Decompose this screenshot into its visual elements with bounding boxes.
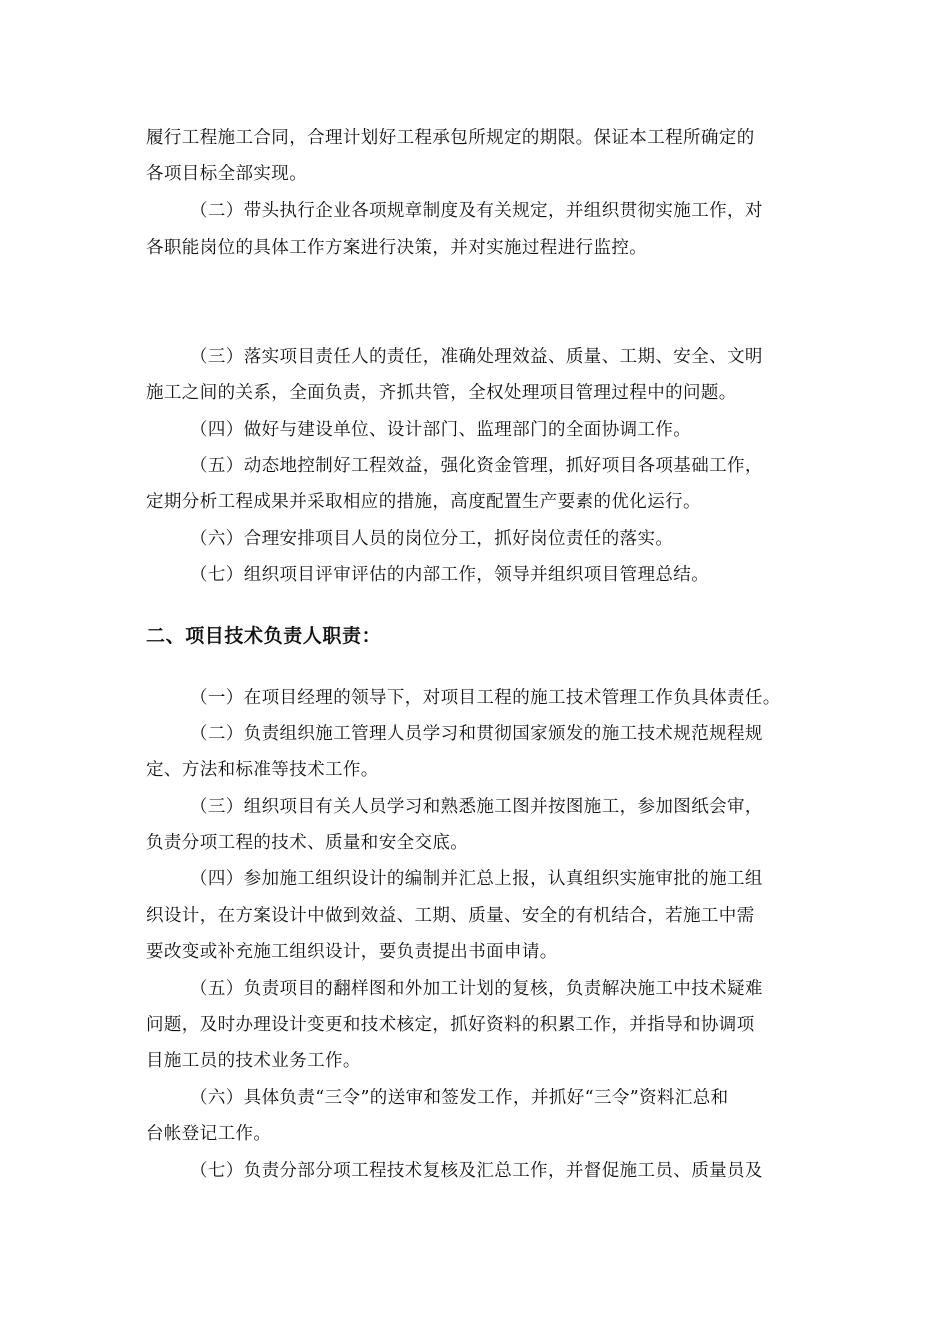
paragraph-line: 定期分析工程成果并采取相应的措施，高度配置生产要素的优化运行。 <box>146 492 701 512</box>
paragraph-line: （六）具体负责“三令”的送审和签发工作，并抓好“三令”资料汇总和 <box>190 1088 729 1108</box>
paragraph-line: （七）负责分部分项工程技术复核及汇总工作，并督促施工员、质量员及 <box>190 1161 763 1181</box>
paragraph-line: （四）做好与建设单位、设计部门、监理部门的全面协调工作。 <box>190 420 692 440</box>
paragraph-line: （五）动态地控制好工程效益，强化资金管理，抓好项目各项基础工作， <box>190 456 763 476</box>
paragraph-line: （二）负责组织施工管理人员学习和贯彻国家颁发的施工技术规范规程规 <box>190 724 763 744</box>
paragraph-line: 各职能岗位的具体工作方案进行决策，并对实施过程进行监控。 <box>146 238 648 258</box>
paragraph-line: 负责分项工程的技术、质量和安全交底。 <box>146 833 469 853</box>
paragraph-line: （三）落实项目责任人的责任，准确处理效益、质量、工期、安全、文明 <box>190 347 763 367</box>
paragraph-line: （二）带头执行企业各项规章制度及有关规定，并组织贯彻实施工作，对 <box>190 201 763 221</box>
paragraph-line: 台帐登记工作。 <box>146 1124 272 1144</box>
paragraph-line: 要改变或补充施工组织设计，要负责提出书面申请。 <box>146 942 558 962</box>
section-heading: 二、项目技术负责人职责： <box>146 625 382 647</box>
paragraph-line: 问题，及时办理设计变更和技术核定，抓好资料的积累工作，并指导和协调项 <box>146 1015 755 1035</box>
paragraph-line: （一）在项目经理的领导下，对项目工程的施工技术管理工作负具体责任。 <box>190 688 781 708</box>
paragraph-line: 织设计，在方案设计中做到效益、工期、质量、安全的有机结合，若施工中需 <box>146 906 755 926</box>
paragraph-line: （三）组织项目有关人员学习和熟悉施工图并按图施工，参加图纸会审， <box>190 797 763 817</box>
paragraph-line: 目施工员的技术业务工作。 <box>146 1051 361 1071</box>
paragraph-line: 履行工程施工合同，合理计划好工程承包所规定的期限。保证本工程所确定的 <box>146 128 755 148</box>
paragraph-line: 定、方法和标准等技术工作。 <box>146 760 379 780</box>
paragraph-line: 施工之间的关系，全面负责，齐抓共管，全权处理项目管理过程中的问题。 <box>146 383 737 403</box>
paragraph-line: （六）合理安排项目人员的岗位分工，抓好岗位责任的落实。 <box>190 529 674 549</box>
paragraph-line: （五）负责项目的翻样图和外加工计划的复核，负责解决施工中技术疑难 <box>190 979 763 999</box>
paragraph-line: （四）参加施工组织设计的编制并汇总上报，认真组织实施审批的施工组 <box>190 869 763 889</box>
paragraph-line: （七）组织项目评审评估的内部工作，领导并组织项目管理总结。 <box>190 565 710 585</box>
paragraph-line: 各项目标全部实现。 <box>146 164 308 184</box>
